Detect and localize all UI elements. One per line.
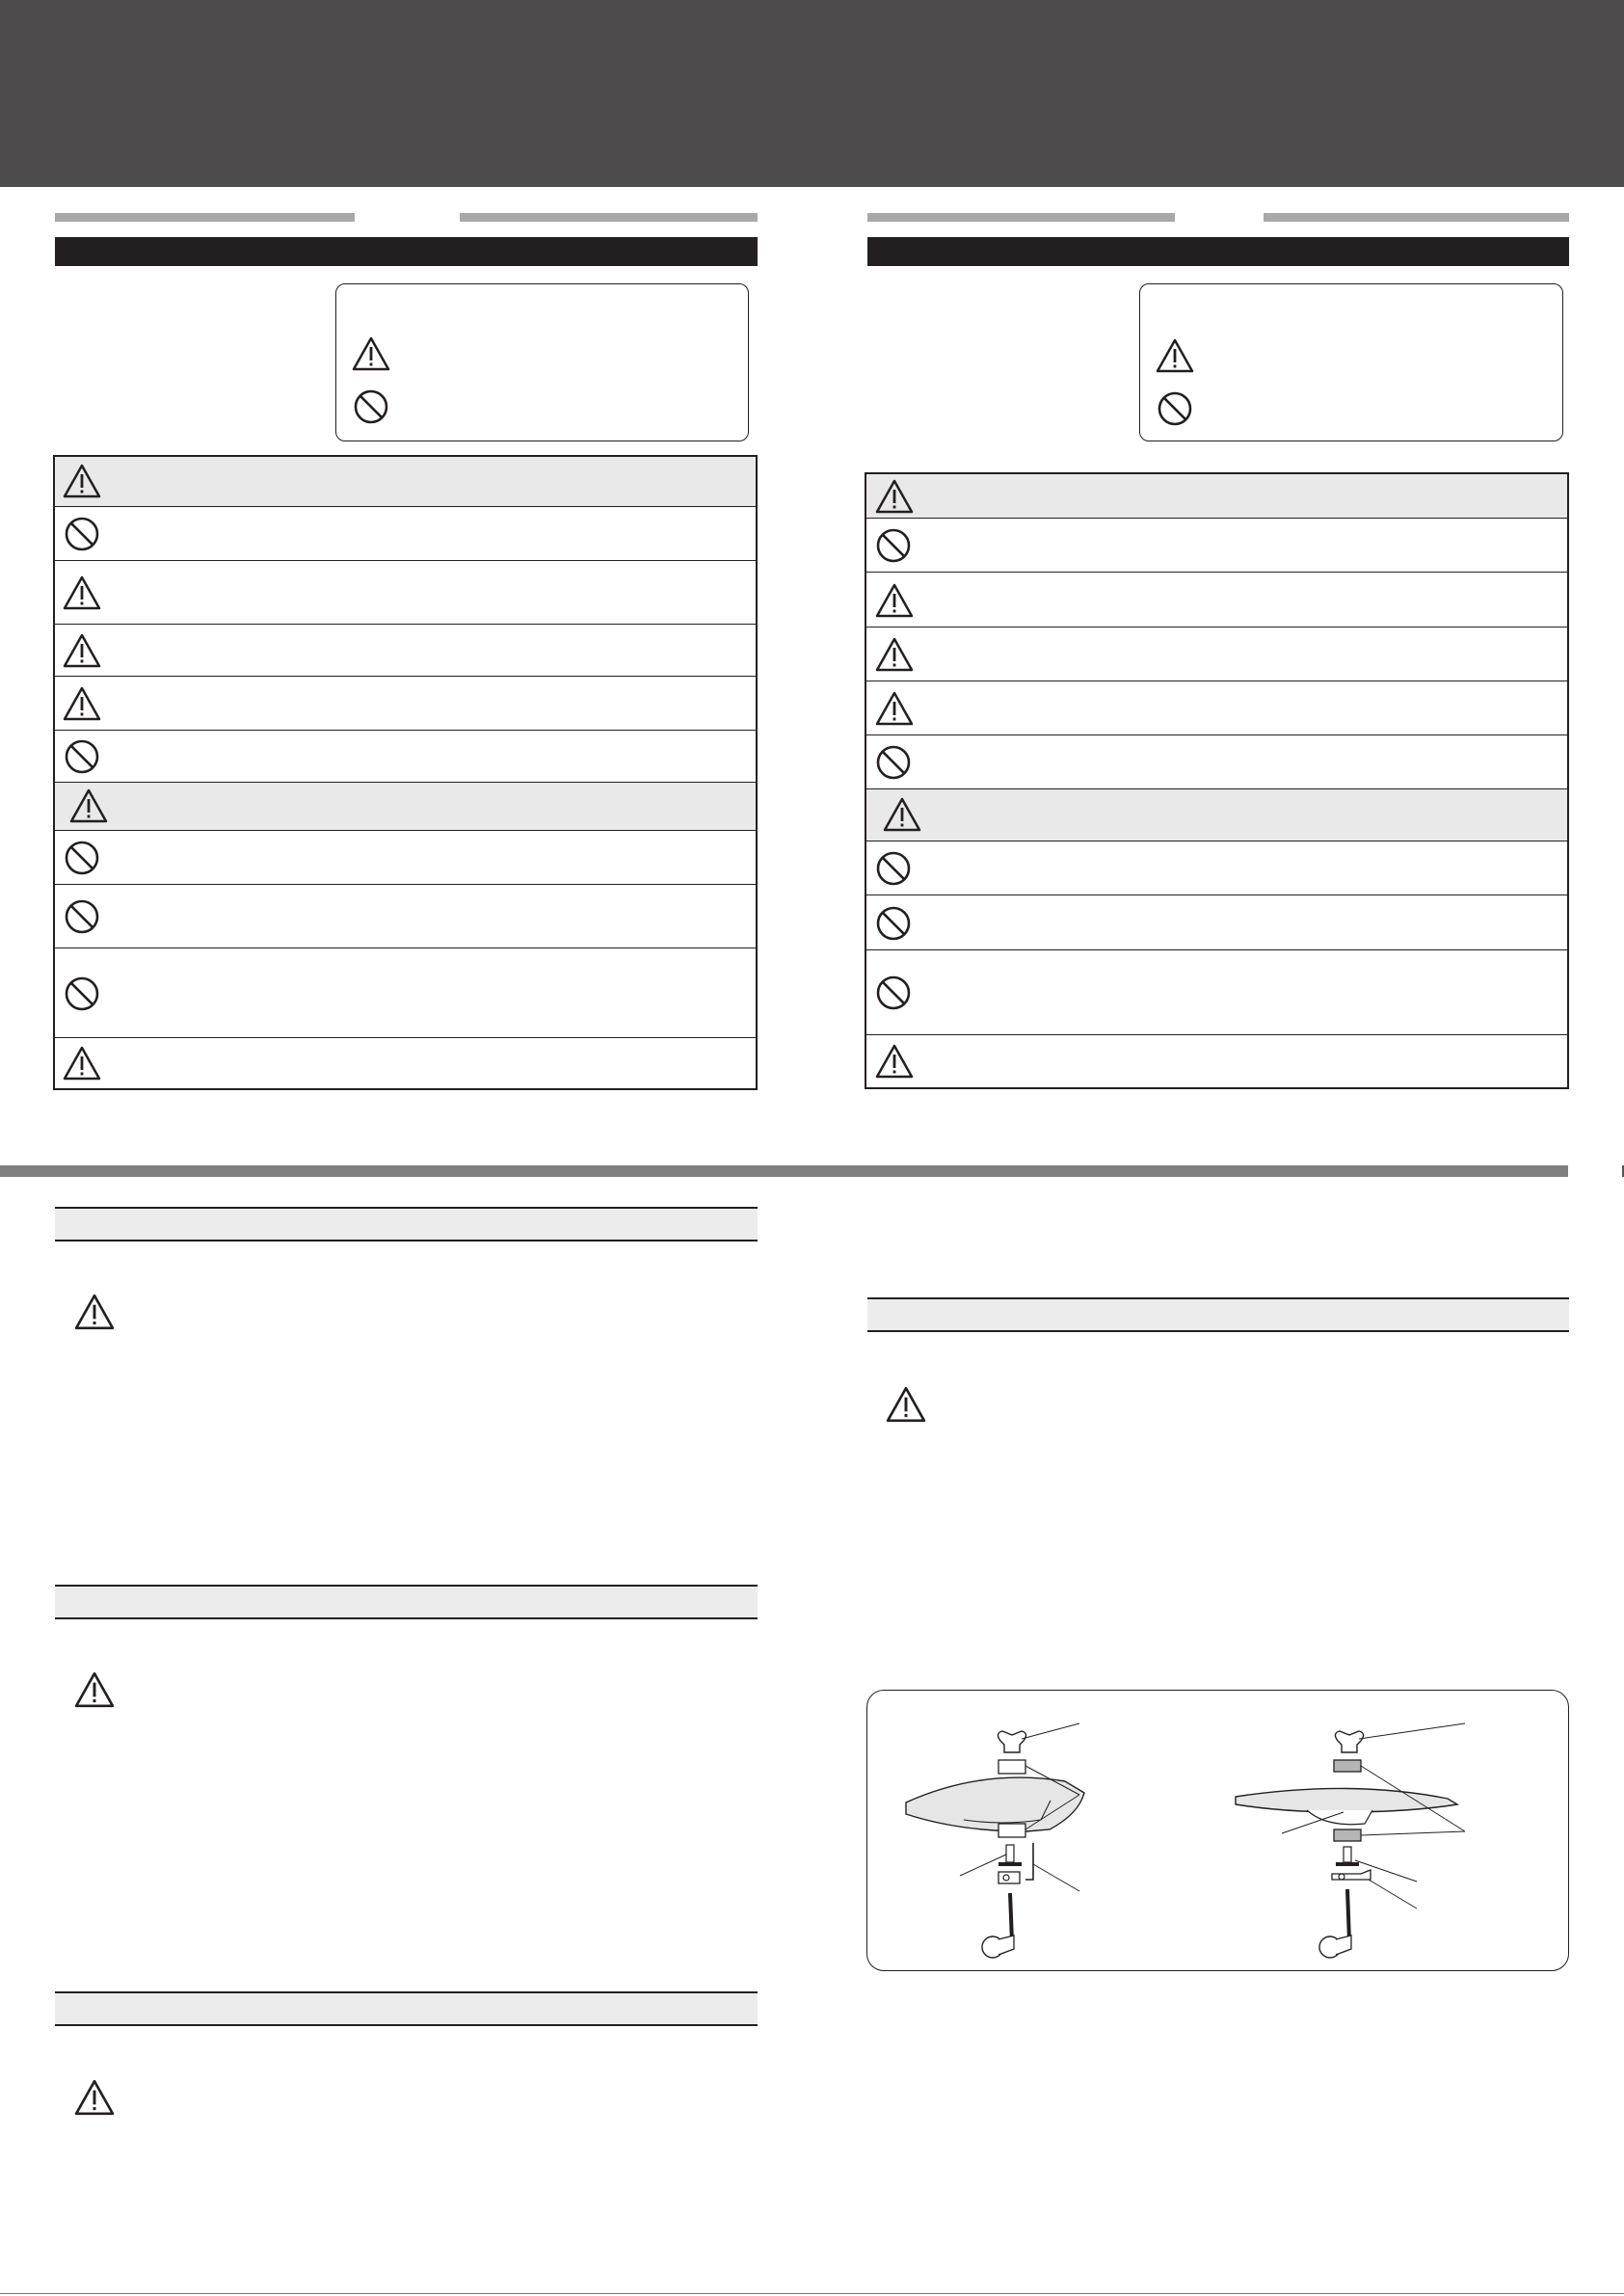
table-group-header (55, 783, 756, 831)
symbol-legend-left (335, 283, 749, 441)
table-row (55, 831, 756, 885)
warning-triangle-icon (74, 1294, 115, 1330)
page-bottom-rule (0, 2293, 1624, 2294)
felt-washer-upper (998, 1760, 1025, 1774)
prohibited-circle-icon (64, 738, 100, 775)
header-rule-right-b (1264, 213, 1569, 222)
symbol-legend-right (1139, 283, 1563, 441)
header-rule-left-b (460, 213, 758, 222)
wing-nut (1335, 1731, 1363, 1752)
assembly-diagram (866, 1690, 1569, 1971)
warning-triangle-icon (352, 336, 390, 371)
cymbal-assembly-illustration-right (1224, 1710, 1532, 1961)
warning-triangle-icon (63, 686, 101, 721)
stopper (1025, 1843, 1033, 1880)
table-group-header (866, 474, 1567, 519)
section-title-bar-left (55, 237, 758, 266)
sleeve (1344, 1847, 1351, 1862)
warning-triangle-icon (63, 1046, 101, 1081)
prohibited-circle-icon (875, 744, 912, 781)
warning-triangle-icon (69, 788, 108, 823)
table-row (866, 573, 1567, 627)
warning-triangle-icon (875, 637, 914, 672)
prohibited-circle-icon (353, 388, 389, 425)
warning-triangle-icon (875, 691, 914, 726)
wing-nut (998, 1731, 1025, 1752)
table-row (866, 735, 1567, 789)
prohibited-circle-icon (64, 975, 100, 1012)
section-heading-bar-1 (55, 1207, 758, 1241)
header-rule-right-a (867, 213, 1175, 222)
table-group-header (55, 457, 756, 507)
warning-triangle-icon (1156, 338, 1194, 373)
felt-washer-lower (998, 1824, 1025, 1837)
section-heading-bar-4 (867, 1297, 1569, 1332)
header-rule-left-a (55, 213, 355, 222)
stand-rod (1347, 1889, 1349, 1941)
table-row (55, 731, 756, 783)
section-title-bar-right (867, 237, 1569, 266)
felt-washer-lower (1334, 1829, 1361, 1841)
table-row (866, 895, 1567, 950)
warning-triangle-icon (886, 1386, 926, 1423)
safety-table-right (865, 472, 1569, 1089)
table-row (866, 681, 1567, 735)
safety-table-left (53, 455, 758, 1090)
cymbal-pad (1236, 1788, 1457, 1812)
table-row (55, 561, 756, 625)
table-row (55, 1038, 756, 1088)
table-group-header (866, 789, 1567, 841)
prohibited-circle-icon (64, 840, 100, 876)
section-heading-bar-3 (55, 1991, 758, 2026)
warning-triangle-icon (875, 479, 914, 514)
table-row (866, 519, 1567, 573)
header-band (0, 0, 1624, 187)
table-row (866, 627, 1567, 681)
warning-triangle-icon (63, 575, 101, 610)
sleeve (1006, 1845, 1014, 1862)
cymbal-pad (906, 1777, 1084, 1831)
warning-triangle-icon (875, 583, 914, 618)
warning-triangle-icon (74, 1671, 115, 1708)
stand-rod (1010, 1893, 1012, 1941)
prohibited-circle-icon (875, 905, 912, 942)
warning-triangle-icon (883, 797, 921, 832)
warning-triangle-icon (875, 1044, 914, 1079)
table-row (55, 507, 756, 561)
warning-triangle-icon (63, 633, 101, 668)
table-row (866, 950, 1567, 1035)
cymbal-assembly-illustration-left (887, 1710, 1176, 1961)
prohibited-circle-icon (64, 898, 100, 935)
prohibited-circle-icon (875, 974, 912, 1011)
table-row (55, 677, 756, 731)
warning-triangle-icon (74, 2079, 115, 2116)
felt-washer-upper (1334, 1760, 1361, 1772)
table-row (866, 841, 1567, 895)
prohibited-circle-icon (64, 516, 100, 552)
table-row (55, 948, 756, 1038)
table-row (55, 885, 756, 948)
page-divider (0, 1165, 1568, 1177)
prohibited-circle-icon (875, 850, 912, 887)
table-row (866, 1035, 1567, 1087)
table-row (55, 625, 756, 677)
holder (1332, 1870, 1371, 1880)
warning-triangle-icon (63, 464, 101, 498)
prohibited-circle-icon (875, 527, 912, 564)
prohibited-circle-icon (1157, 390, 1193, 427)
section-heading-bar-2 (55, 1585, 758, 1619)
